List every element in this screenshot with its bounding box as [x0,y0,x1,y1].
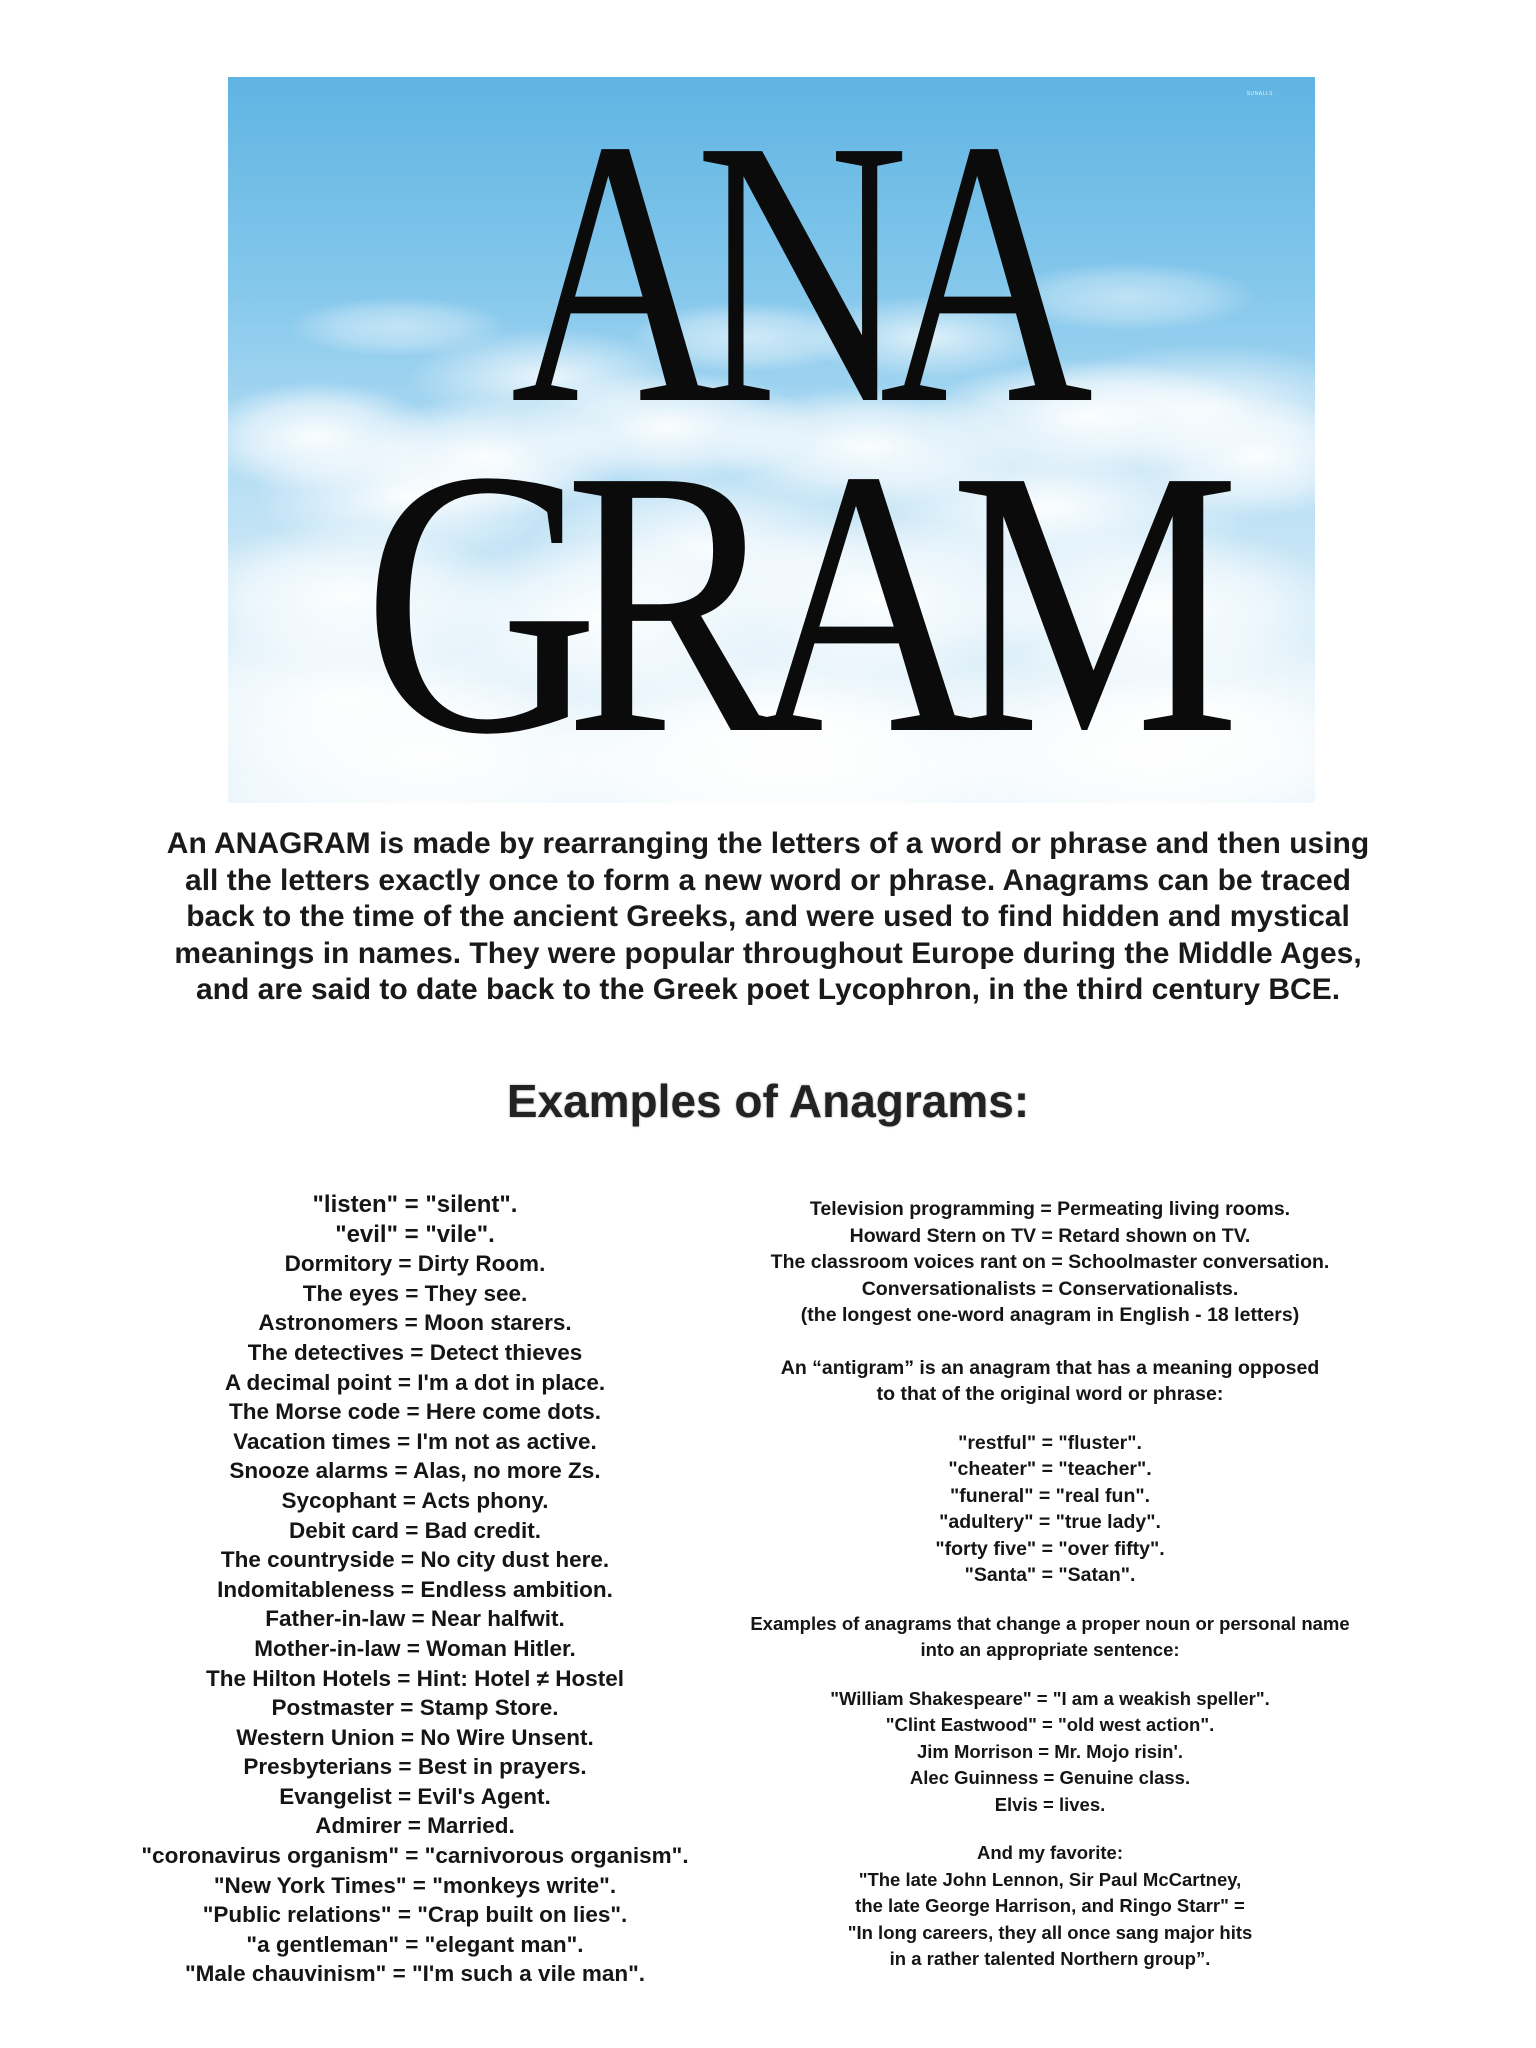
anagram-example: Astronomers = Moon starers. [258,1310,572,1336]
anagram-example: Western Union = No Wire Unsent. [236,1724,594,1750]
anagram-example: Vacation times = I'm not as active. [233,1428,597,1454]
anagram-example: The detectives = Detect thieves [247,1339,583,1365]
anagram-example: Television programming = Permeating living rooms. [809,1198,1291,1220]
antigram-example: "forty five" = "over fifty". [935,1537,1165,1560]
anagram-example: The eyes = They see. [302,1280,528,1306]
anagram-example: Sycophant = Acts phony. [281,1487,549,1513]
left-examples-list [100,1190,730,1989]
anagram-example: "New York Times" = "monkeys write". [213,1872,617,1898]
antigram-intro-line: An “antigram” is an anagram that has a meaning opposed [780,1356,1320,1379]
antigram-example: "funeral" = "real fun". [949,1484,1151,1507]
anagram-example: Snooze alarms = Alas, no more Zs. [229,1458,601,1484]
anagram-note: (the longest one-word anagram in English - 18 letters) [800,1304,1300,1326]
antigram-example: "adultery" = "true lady". [939,1511,1161,1533]
intro-paragraph [150,826,1386,1009]
favorite-line: "In long careers, they all once sang major hits [847,1921,1253,1943]
antigram-example: "restful" = "fluster". [958,1431,1142,1454]
right-examples-column [700,1196,1400,1973]
anagram-example: The Hilton Hotels = Hint: Hotel ≠ Hostel [206,1665,624,1691]
name-anagram-example: Jim Morrison = Mr. Mojo risin'. [916,1740,1183,1762]
anagram-example: Howard Stern on TV = Retard shown on TV. [849,1224,1251,1247]
hero-title-line-2: GRAM [362,392,1206,803]
anagram-example: Conversationalists = Conservationalists. [861,1277,1239,1300]
anagram-example: "listen" = "silent". [312,1191,518,1218]
intro-line: and are said to date back to the Greek poet Lycophron, in the third century BCE. [195,973,1341,1006]
anagram-example: Dormitory = Dirty Room. [284,1251,546,1277]
anagram-example: Admirer = Married. [315,1813,515,1839]
favorite-anagram [700,1840,1400,1973]
anagram-example: Postmaster = Stamp Store. [271,1695,559,1721]
name-anagram-list [700,1686,1400,1819]
favorite-label: And my favorite: [977,1842,1123,1863]
intro-line: all the letters exactly once to form a new word or phrase. Anagrams can be traced [185,863,1351,897]
intro-line: An ANAGRAM is made by rearranging the letters of a word or phrase and then using [166,827,1370,860]
names-intro-line: Examples of anagrams that change a proper noun or personal name [750,1612,1350,1634]
antigram-intro [700,1355,1400,1408]
anagram-example: The Morse code = Here come dots. [229,1399,601,1425]
intro-line: back to the time of the ancient Greeks, and were used to find hidden and mystical [186,900,1350,933]
anagram-example: The classroom voices rant on = Schoolmaster conversation. [770,1251,1330,1273]
watermark-text: SUNALLS [1246,91,1273,97]
examples-heading: Examples of Anagrams: [506,1075,1030,1127]
anagram-example: Father-in-law = Near halfwit. [265,1606,565,1632]
names-intro [700,1611,1400,1664]
anagram-example: Presbyterians = Best in prayers. [243,1754,587,1780]
intro-line: meanings in names. They were popular throughout Europe during the Middle Ages, [174,936,1362,970]
hero-banner [228,77,1315,803]
names-intro-line: into an appropriate sentence: [920,1639,1180,1660]
anagram-example: Evangelist = Evil's Agent. [279,1783,551,1809]
name-anagram-example: Elvis = lives. [994,1793,1106,1815]
anagram-example: "Male chauvinism" = "I'm such a vile man". [184,1961,646,1987]
favorite-line: "The late John Lennon, Sir Paul McCartney, [858,1868,1242,1890]
anagram-example: The countryside = No city dust here. [220,1547,610,1573]
favorite-line: the late George Harrison, and Ringo Starr" = [855,1895,1245,1916]
phrase-anagrams-block [700,1196,1400,1329]
anagram-example: Debit card = Bad credit. [289,1517,541,1543]
antigram-intro-line: to that of the original word or phrase: [876,1383,1224,1405]
anagram-example: "coronavirus organism" = "carnivorous organism". [141,1843,689,1869]
antigram-example: "cheater" = "teacher". [948,1458,1152,1480]
antigram-example: "Santa" = "Satan". [964,1564,1136,1586]
anagram-example: "a gentleman" = "elegant man". [246,1931,584,1957]
name-anagram-example: Alec Guinness = Genuine class. [909,1767,1191,1788]
hero-title-line-1: ANA [510,77,1064,483]
anagram-example: "evil" = "vile". [335,1220,495,1248]
favorite-line: in a rather talented Northern group”. [889,1948,1211,1969]
anagram-example: Mother-in-law = Woman Hitler. [254,1635,576,1661]
antigram-list [700,1430,1400,1589]
name-anagram-example: "William Shakespeare" = "I am a weakish speller". [830,1687,1270,1709]
anagram-example: A decimal point = I'm a dot in place. [224,1369,606,1395]
anagram-example: "Public relations" = "Crap built on lies". [202,1902,628,1928]
anagram-example: Indomitableness = Endless ambition. [217,1576,613,1602]
name-anagram-example: "Clint Eastwood" = "old west action". [885,1714,1215,1735]
